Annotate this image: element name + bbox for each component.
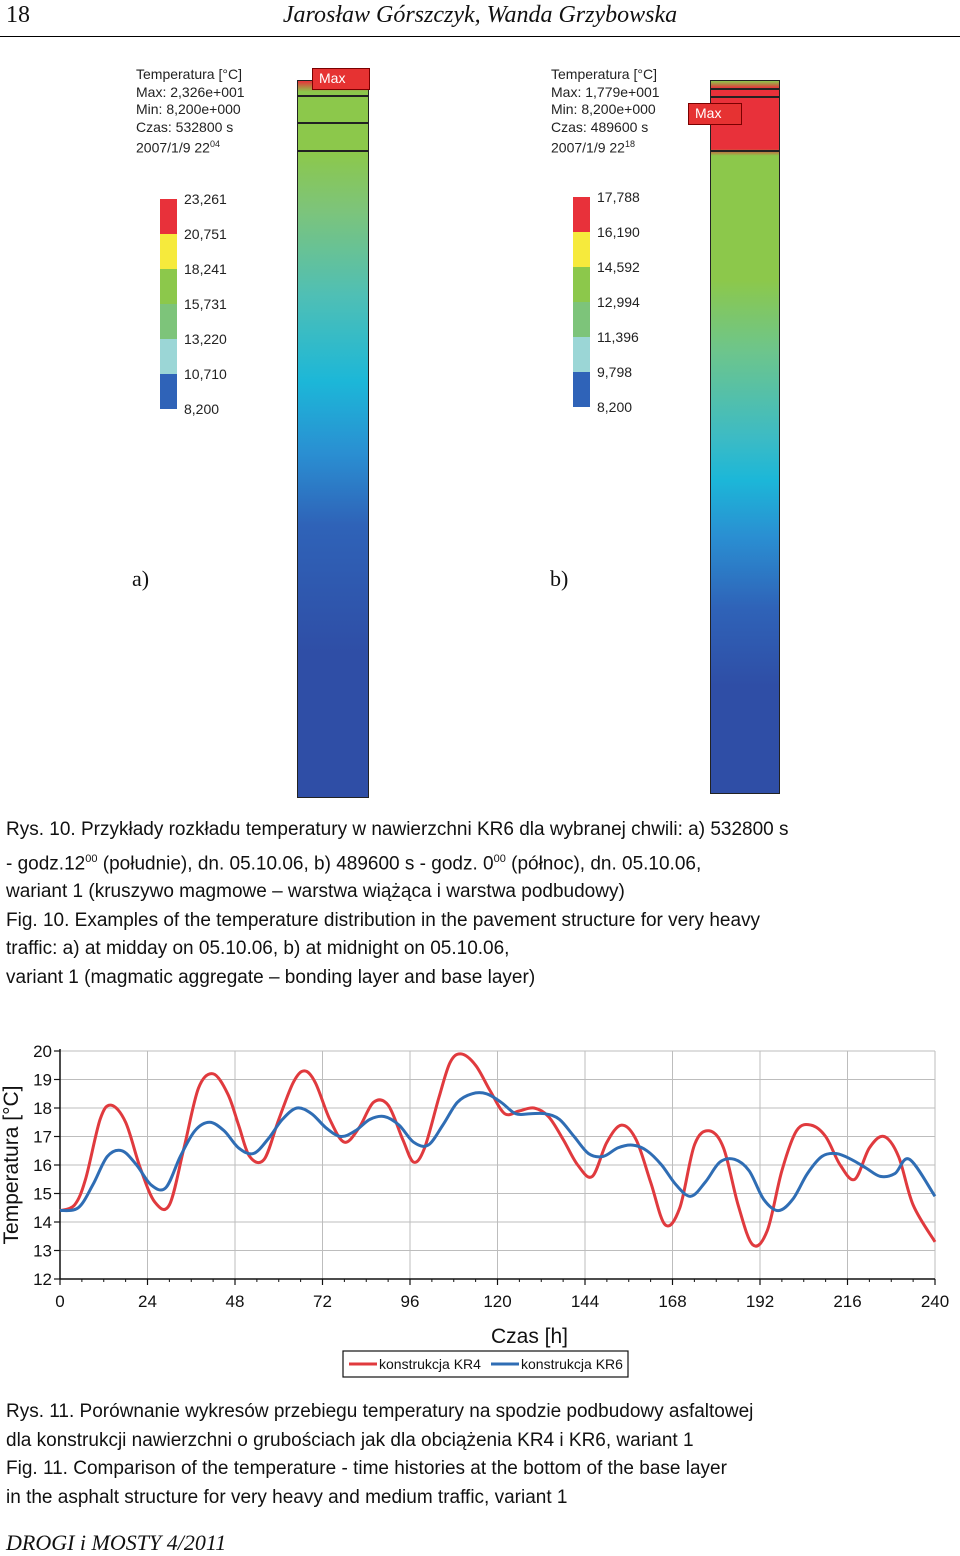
panel-a-label: a): [132, 566, 150, 591]
panel-a-legend-value: 8,200: [184, 401, 220, 417]
x-tick-label: 168: [658, 1292, 687, 1311]
y-tick-label: 14: [33, 1213, 52, 1232]
x-tick-label: 192: [745, 1292, 775, 1311]
panel-b-legend-value: 12,994: [597, 294, 640, 310]
x-tick-label: 96: [400, 1292, 420, 1311]
panel-b-info: [551, 66, 660, 157]
panel-b-layer-boundary: [711, 150, 779, 152]
y-tick-label: 13: [33, 1241, 52, 1261]
figure-11-caption: [6, 1398, 956, 1512]
y-tick-label: 12: [33, 1270, 52, 1289]
y-tick-label: 17: [33, 1127, 52, 1147]
y-tick-label: 18: [33, 1099, 52, 1118]
panel-b-legend-swatch: [573, 232, 590, 267]
panel-a-legend-swatch: [160, 199, 177, 234]
panel-a-layer-boundary: [298, 150, 368, 152]
figure-10-caption: [6, 816, 956, 992]
panel-b-legend-value: 14,592: [597, 259, 640, 275]
y-tick-label: 20: [33, 1042, 52, 1061]
panel-a-info: [136, 66, 245, 157]
caption-11-pl-line2: dla konstrukcji nawierzchni o grubościach jak dla obciążenia KR4 i KR6, wariant 1: [6, 1429, 694, 1451]
header-rule: [0, 36, 960, 37]
panel-b-legend-value: 17,788: [597, 189, 640, 205]
panel-a-temperature-column: [297, 80, 369, 798]
panel-b-legend-swatch: [573, 372, 590, 407]
panel-a-info-time: Czas: 532800 s: [136, 118, 234, 135]
caption-11-en-line1: Fig. 11. Comparison of the temperature - time histories at the bottom of the base layer: [6, 1458, 727, 1479]
x-tick-label: 120: [483, 1292, 512, 1311]
panel-a-legend-value: 20,751: [184, 226, 227, 242]
panel-b-legend-swatch: [573, 302, 590, 337]
caption-11-pl-line1: Rys. 11. Porównanie wykresów przebiegu temperatury na spodzie podbudowy asfaltowej: [6, 1401, 754, 1422]
panel-a-info-date: 2007/1/9 $22^{04}$: [136, 139, 220, 156]
caption-11-en-line2: in the asphalt structure for very heavy and medium traffic, variant 1: [6, 1486, 568, 1508]
panel-a-legend-value: 13,220: [184, 331, 227, 347]
y-tick-label: 19: [33, 1070, 52, 1090]
panel-b-max-marker: Max: [688, 103, 742, 125]
panel-b-info-min: Min: 8,200e+000: [551, 101, 656, 117]
panel-a-legend-value: 10,710: [184, 366, 227, 382]
x-axis-label: Czas [h]: [490, 1325, 569, 1348]
x-tick-label: 216: [833, 1292, 862, 1311]
page-number: 18: [6, 2, 30, 28]
x-tick-label: 0: [55, 1292, 65, 1311]
panel-a-info-min: Min: 8,200e+000: [136, 101, 241, 117]
y-tick-label: 15: [33, 1184, 52, 1204]
panel-b-temperature-column: [710, 80, 780, 794]
x-tick-label: 144: [570, 1292, 600, 1311]
panel-b-legend-value: 11,396: [597, 329, 639, 345]
panel-a-layer-boundary: [298, 122, 368, 124]
panel-b-info-max: Max: 1,779e+001: [551, 83, 660, 100]
y-axis-label: Temperatura [°C]: [0, 1085, 23, 1245]
panel-b-info-date: 2007/1/9 $22^{18}$: [551, 139, 635, 156]
journal-footer: DROGI i MOSTY 4/2011: [6, 1530, 227, 1555]
panel-b-legend-swatch: [573, 197, 590, 232]
panel-b-legend-swatch: [573, 337, 590, 372]
panel-b-legend-value: 9,798: [597, 364, 633, 380]
panel-a-legend-swatch: [160, 339, 177, 374]
legend-label-kr6: konstrukcja KR6: [521, 1356, 623, 1372]
x-tick-label: 240: [920, 1292, 950, 1311]
panel-b-info-title: Temperatura [°C]: [551, 66, 657, 82]
panel-a-max-marker: Max: [312, 68, 370, 90]
panel-a-legend-value: 15,731: [184, 296, 227, 312]
caption-10-pl-line2: - $godz.12^{00}$ (południe), dn. 05.10.06, b) 489600 s - godz. $0^{00}$ (północ), dn. 05.10.06,: [6, 852, 702, 874]
caption-10-en-line2: traffic: a) at midday on 05.10.06, b) at midnight on 05.10.06,: [6, 938, 510, 960]
x-tick-label: 48: [225, 1292, 245, 1311]
x-tick-label: 72: [313, 1292, 332, 1311]
panel-a-layer-boundary: [298, 95, 368, 97]
panel-a-legend-swatch: [160, 304, 177, 339]
panel-b-legend-swatch: [573, 267, 590, 302]
panel-b-layer-boundary: [711, 96, 779, 98]
panel-a-legend-swatch: [160, 374, 177, 409]
panel-a-legend-value: 23,261: [184, 191, 227, 207]
caption-10-pl-line3: wariant 1 (kruszywo magmowe – warstwa wiążąca i warstwa podbudowy): [6, 881, 625, 903]
panel-a-info-title: Temperatura [°C]: [136, 66, 242, 82]
panel-b-label: b): [550, 566, 569, 591]
panel-b-legend-value: 16,190: [597, 224, 640, 240]
panel-a-legend-value: 18,241: [184, 261, 227, 277]
panel-a-info-max: Max: 2,326e+001: [136, 83, 245, 100]
caption-10-pl-line1: Rys. 10. Przykłady rozkładu temperatury w nawierzchni KR6 dla wybranej chwili: a) 532800 s: [6, 819, 789, 840]
y-tick-label: 16: [33, 1156, 52, 1175]
caption-10-en-line3: variant 1 (magmatic aggregate – bonding layer and base layer): [6, 966, 536, 988]
panel-b-layer-boundary: [711, 88, 779, 90]
panel-b-legend-value: 8,200: [597, 399, 633, 415]
x-tick-label: 24: [138, 1292, 157, 1311]
panel-a-legend-swatch: [160, 234, 177, 269]
panel-b-info-time: Czas: 489600 s: [551, 118, 649, 135]
running-head: Jarosław Górszczyk, Wanda Grzybowska: [282, 2, 678, 28]
panel-a-legend-swatch: [160, 269, 177, 304]
temperature-time-chart: [0, 1030, 960, 1390]
legend-label-kr4: konstrukcja KR4: [379, 1356, 481, 1372]
caption-10-en-line1: Fig. 10. Examples of the temperature distribution in the pavement structure for very heavy: [6, 909, 761, 931]
